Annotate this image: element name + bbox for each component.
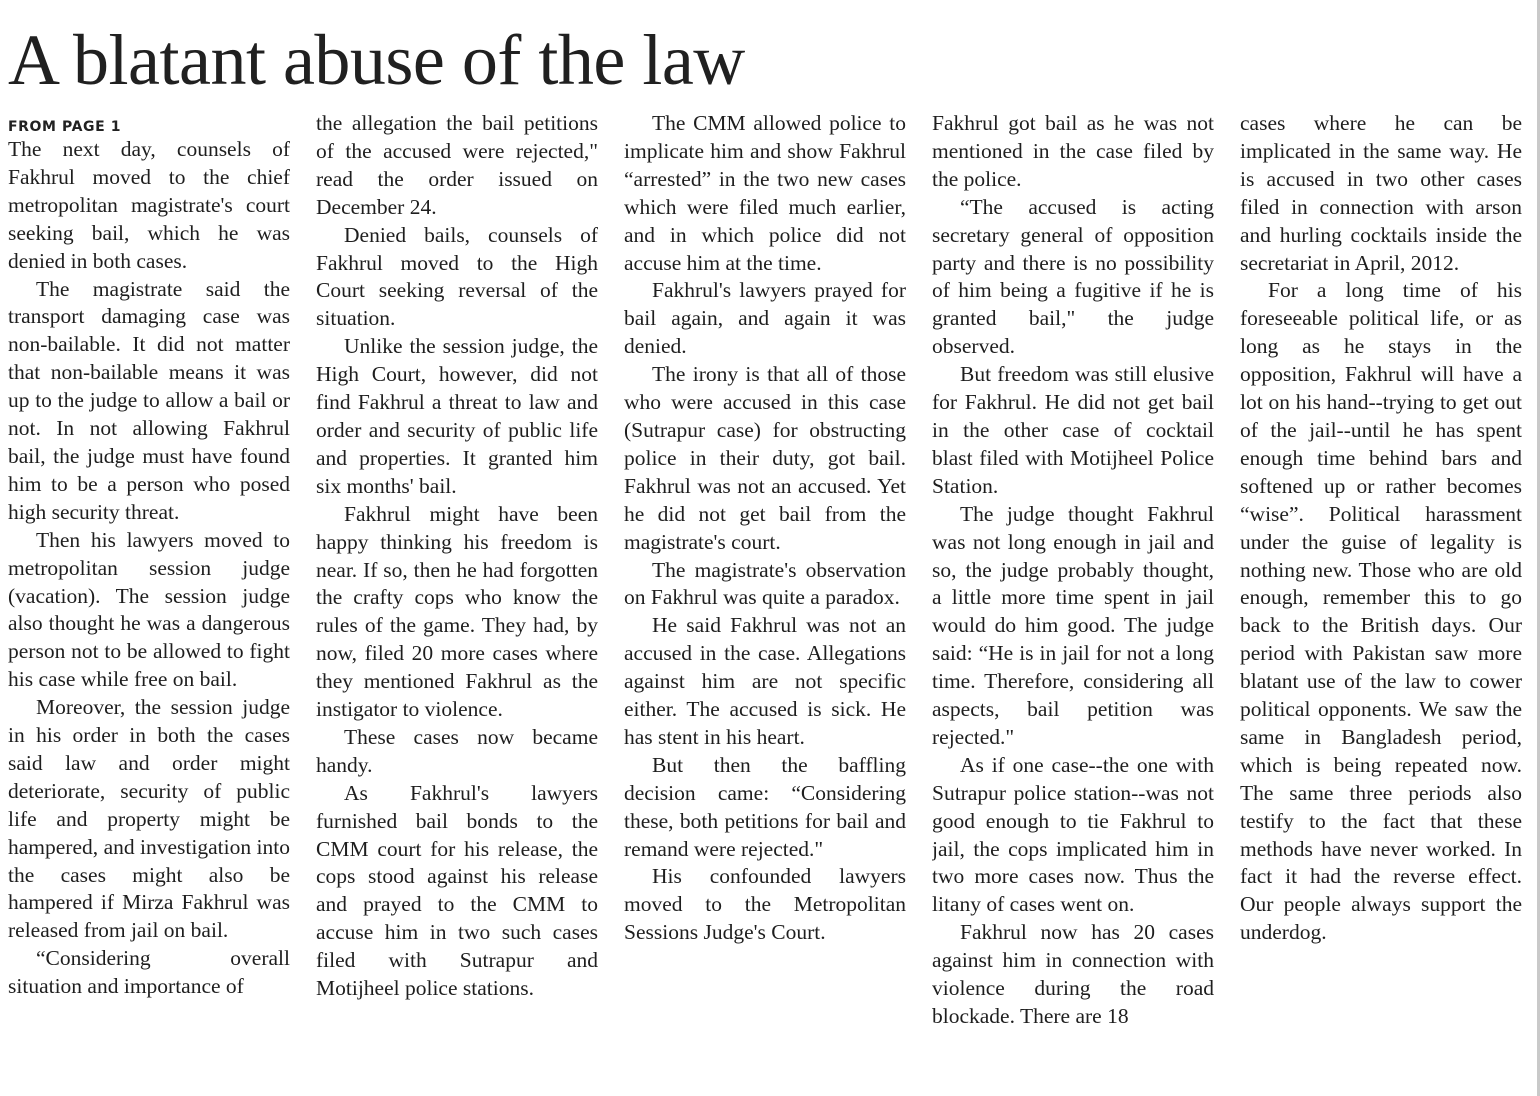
- article-paragraph: These cases now became handy.: [316, 724, 598, 777]
- article-paragraph: The magistrate said the transport damaging case was non-bailable. It did not matter that non-bailable means it was up to the judge to allow a bail or not. In not allowing Fakhrul bail, the judge must have found him to be a person who posed high security threat.: [8, 276, 290, 524]
- article-column-1: [8, 110, 290, 1090]
- article-paragraph: “Considering overall situation and importance of: [8, 946, 290, 999]
- article-paragraph: The judge thought Fakhrul was not long enough in jail and so, the judge probably thought, a little more time spent in jail would do him good. The judge said: “He is in jail for not a long time. Therefore, considering all aspects, bail petition was rejected.": [932, 501, 1214, 749]
- article-paragraph: As if one case--the one with Sutrapur police station--was not good enough to tie Fakhrul to jail, the cops implicated him in two more cases now. Thus the litany of cases went on.: [932, 752, 1214, 917]
- article-paragraph: cases where he can be implicated in the same way. He is accused in two other cases filed in connection with arson and hurling cocktails inside the secretariat in April, 2012.: [1240, 111, 1522, 275]
- article-paragraph: His confounded lawyers moved to the Metropolitan Sessions Judge's Court.: [624, 864, 906, 945]
- article-paragraph: The CMM allowed police to implicate him and show Fakhrul “arrested” in the two new cases which were filed much earlier, and in which police did not accuse him at the time.: [624, 111, 906, 275]
- article-paragraph: Fakhrul now has 20 cases against him in connection with violence during the road blockade. There are 18: [932, 920, 1214, 1028]
- article-paragraph: He said Fakhrul was not an accused in the case. Allegations against him are not specific either. The accused is sick. He has stent in his heart.: [624, 613, 906, 749]
- article-column-5: [1240, 110, 1522, 1090]
- article-paragraph: Fakhrul's lawyers prayed for bail again, and again it was denied.: [624, 278, 906, 359]
- article-paragraph: Fakhrul might have been happy thinking his freedom is near. If so, then he had forgotten the crafty cops who know the rules of the game. They had, by now, filed 20 more cases where they mentioned Fakhrul as the instigator to violence.: [316, 501, 598, 722]
- article-paragraph: But freedom was still elusive for Fakhrul. He did not get bail in the other case of cocktail blast filed with Motijheel Police Station.: [932, 362, 1214, 498]
- article-paragraph: Fakhrul got bail as he was not mentioned in the case filed by the police.: [932, 111, 1214, 191]
- article-paragraph: But then the baffling decision came: “Considering these, both petitions for bail and remand were rejected.": [624, 752, 906, 861]
- article-paragraph: The irony is that all of those who were accused in this case (Sutrapur case) for obstructing police in their duty, got bail. Fakhrul was not an accused. Yet he did not get bail from the magistrate's court.: [624, 362, 906, 554]
- article-paragraph: The next day, counsels of Fakhrul moved to the chief metropolitan magistrate's court seeking bail, which he was denied in both cases.: [8, 137, 290, 273]
- article-paragraph: Unlike the session judge, the High Court, however, did not find Fakhrul a threat to law and order and security of public life and properties. It granted him six months' bail.: [316, 334, 598, 498]
- article-headline: A blatant abuse of the law: [8, 20, 745, 100]
- article-paragraph: the allegation the bail petitions of the accused were rejected," read the order issued on December 24.: [316, 111, 598, 219]
- article-paragraph: For a long time of his foreseeable political life, or as long as he stays in the opposition, Fakhrul will have a lot on his hand--trying to get out of the jail--until he has spent enough time behind bars and softened up or rather becomes “wise”. Political harassment under the guise of legality is nothing new. Those who are old enough, remember this to go back to the British days. Our period with Pakistan saw more blatant use of the law to cower political opponents. We saw the same in Bangladesh period, which is being repeated now. The same three periods also testify to the fact that these methods have never worked. In fact it had the reverse effect. Our people always support the underdog.: [1240, 278, 1522, 945]
- article-body: [0, 110, 1530, 1090]
- article-column-3: [624, 110, 906, 1090]
- article-paragraph: Then his lawyers moved to metropolitan session judge (vacation). The session judge also thought he was a dangerous person not to be allowed to fight his case while free on bail.: [8, 527, 290, 692]
- article-paragraph: Denied bails, counsels of Fakhrul moved to the High Court seeking reversal of the situation.: [316, 222, 598, 331]
- article-paragraph: Moreover, the session judge in his order in both the cases said law and order might deteriorate, security of public life and property might be hampered, and investigation into the cases might also be hampered if Mirza Fakhrul was released from jail on bail.: [8, 695, 290, 943]
- article-column-2: [316, 110, 598, 1090]
- continuation-kicker: FROM PAGE 1: [8, 119, 122, 135]
- article-paragraph: “The accused is acting secretary general of opposition party and there is no possibility of him being a fugitive if he is granted bail," the judge observed.: [932, 194, 1214, 359]
- article-paragraph: As Fakhrul's lawyers furnished bail bonds to the CMM court for his release, the cops stood against his release and prayed to the CMM to accuse him in two such cases filed with Sutrapur and Motijheel police stations.: [316, 780, 598, 1001]
- article-paragraph: The magistrate's observation on Fakhrul was quite a paradox.: [624, 557, 906, 610]
- article-column-4: [932, 110, 1214, 1090]
